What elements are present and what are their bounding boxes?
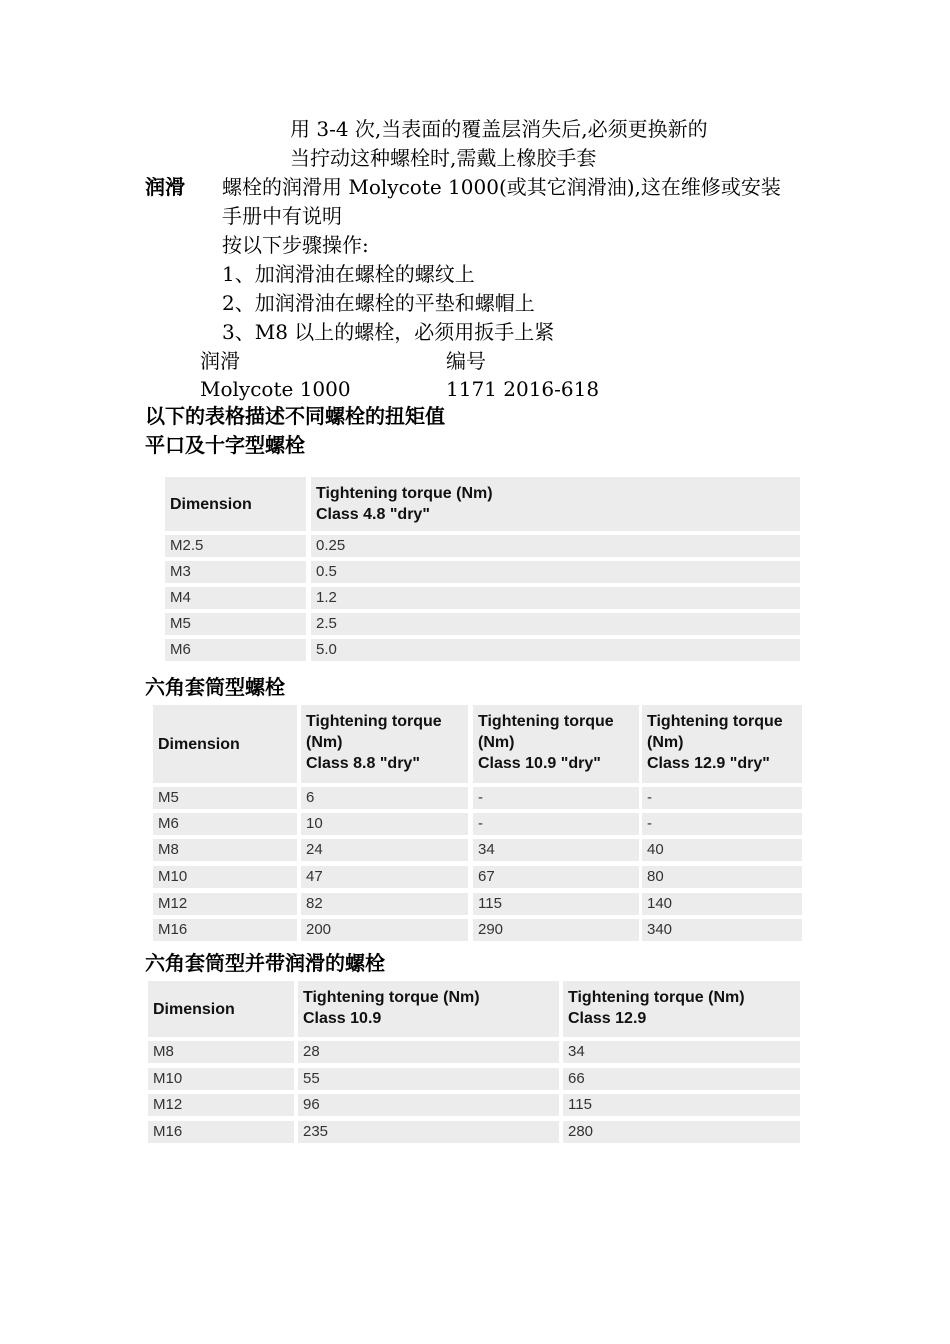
torque-cell: 34	[563, 1041, 800, 1063]
torque-cell: 24	[301, 839, 468, 861]
text-line-1: 用 3-4 次,当表面的覆盖层消失后,必须更换新的	[290, 117, 708, 141]
torque-cell: 115	[473, 893, 639, 915]
torque-cell: 80	[642, 866, 802, 888]
text-line-4: 手册中有说明	[222, 204, 342, 228]
header-text: Class 8.8 "dry"	[306, 755, 420, 772]
lubrication-heading: 润滑	[145, 175, 185, 199]
torque-cell: 280	[563, 1121, 800, 1143]
torque-cell: 6	[301, 787, 468, 809]
step-3: 3、M8 以上的螺栓，必须用扳手上紧	[222, 320, 555, 344]
torque-cell: 5.0	[311, 639, 800, 661]
dimension-cell: M4	[165, 587, 306, 609]
part-number-column-label: 编号	[446, 349, 486, 373]
header-text: Tightening torque (Nm)	[316, 485, 493, 502]
header-torque	[473, 705, 639, 783]
section-title-hex-socket: 六角套筒型螺栓	[145, 675, 285, 699]
dimension-cell: M6	[165, 639, 306, 661]
dimension-cell: M12	[153, 893, 297, 915]
torque-cell: -	[642, 813, 802, 835]
header-text: Dimension	[170, 495, 252, 513]
dimension-cell: M10	[153, 866, 297, 888]
header-dimension	[148, 981, 294, 1037]
header-text: Tightening torque	[478, 713, 614, 730]
header-text: Tightening torque (Nm)	[303, 989, 480, 1006]
torque-cell: 47	[301, 866, 468, 888]
torque-cell: 200	[301, 919, 468, 941]
table-intro: 以下的表格描述不同螺栓的扭矩值	[145, 404, 445, 428]
dimension-cell: M3	[165, 561, 306, 583]
header-text: Class 10.9 "dry"	[478, 755, 601, 772]
torque-cell: 1.2	[311, 587, 800, 609]
text-line-2: 当拧动这种螺栓时,需戴上橡胶手套	[290, 146, 597, 170]
section-title-flat-cross: 平口及十字型螺栓	[145, 433, 305, 457]
header-text: Tightening torque (Nm)	[568, 989, 745, 1006]
header-torque	[642, 705, 802, 783]
torque-cell: 115	[563, 1094, 800, 1116]
torque-cell: 66	[563, 1068, 800, 1090]
lubricant-part-number: 1171 2016-618	[446, 377, 600, 401]
torque-cell: 2.5	[311, 613, 800, 635]
text-line-5: 按以下步骤操作:	[222, 233, 369, 257]
torque-cell: 96	[298, 1094, 559, 1116]
torque-cell: 290	[473, 919, 639, 941]
header-dimension	[153, 705, 297, 783]
torque-cell: 340	[642, 919, 802, 941]
header-text: (Nm)	[647, 734, 684, 751]
section-title-hex-socket-lubricated: 六角套筒型并带润滑的螺栓	[145, 951, 385, 975]
torque-cell: 235	[298, 1121, 559, 1143]
text-line-3: 螺栓的润滑用 Molycote 1000(或其它润滑油),这在维修或安装	[222, 175, 781, 199]
dimension-cell: M16	[153, 919, 297, 941]
header-text: Class 12.9	[568, 1010, 647, 1027]
dimension-cell: M8	[153, 839, 297, 861]
header-text: Dimension	[158, 735, 240, 753]
torque-cell: 40	[642, 839, 802, 861]
torque-cell: -	[473, 813, 639, 835]
torque-cell: 0.5	[311, 561, 800, 583]
torque-cell: 10	[301, 813, 468, 835]
header-text: (Nm)	[306, 734, 343, 751]
torque-cell: 82	[301, 893, 468, 915]
torque-cell: 28	[298, 1041, 559, 1063]
torque-cell: -	[642, 787, 802, 809]
header-text: Class 4.8 "dry"	[316, 506, 430, 523]
header-text: (Nm)	[478, 734, 515, 751]
header-torque	[311, 477, 800, 531]
torque-cell: 34	[473, 839, 639, 861]
dimension-cell: M2.5	[165, 535, 306, 557]
torque-cell: 55	[298, 1068, 559, 1090]
step-2: 2、加润滑油在螺栓的平垫和螺帽上	[222, 291, 535, 315]
torque-cell: 67	[473, 866, 639, 888]
dimension-cell: M16	[148, 1121, 294, 1143]
dimension-cell: M5	[153, 787, 297, 809]
header-text: Dimension	[153, 1000, 235, 1018]
torque-cell: -	[473, 787, 639, 809]
header-text: Tightening torque	[306, 713, 442, 730]
header-text: Class 10.9	[303, 1010, 382, 1027]
header-text: Class 12.9 "dry"	[647, 755, 770, 772]
dimension-cell: M6	[153, 813, 297, 835]
header-dimension	[165, 477, 306, 531]
dimension-cell: M8	[148, 1041, 294, 1063]
header-torque	[298, 981, 559, 1037]
header-text: Tightening torque	[647, 713, 783, 730]
lubricant-name: Molycote 1000	[200, 377, 351, 401]
step-1: 1、加润滑油在螺栓的螺纹上	[222, 262, 475, 286]
torque-cell: 0.25	[311, 535, 800, 557]
torque-cell: 140	[642, 893, 802, 915]
dimension-cell: M5	[165, 613, 306, 635]
dimension-cell: M10	[148, 1068, 294, 1090]
dimension-cell: M12	[148, 1094, 294, 1116]
lubricant-column-label: 润滑	[200, 349, 240, 373]
header-torque	[563, 981, 800, 1037]
header-torque	[301, 705, 468, 783]
